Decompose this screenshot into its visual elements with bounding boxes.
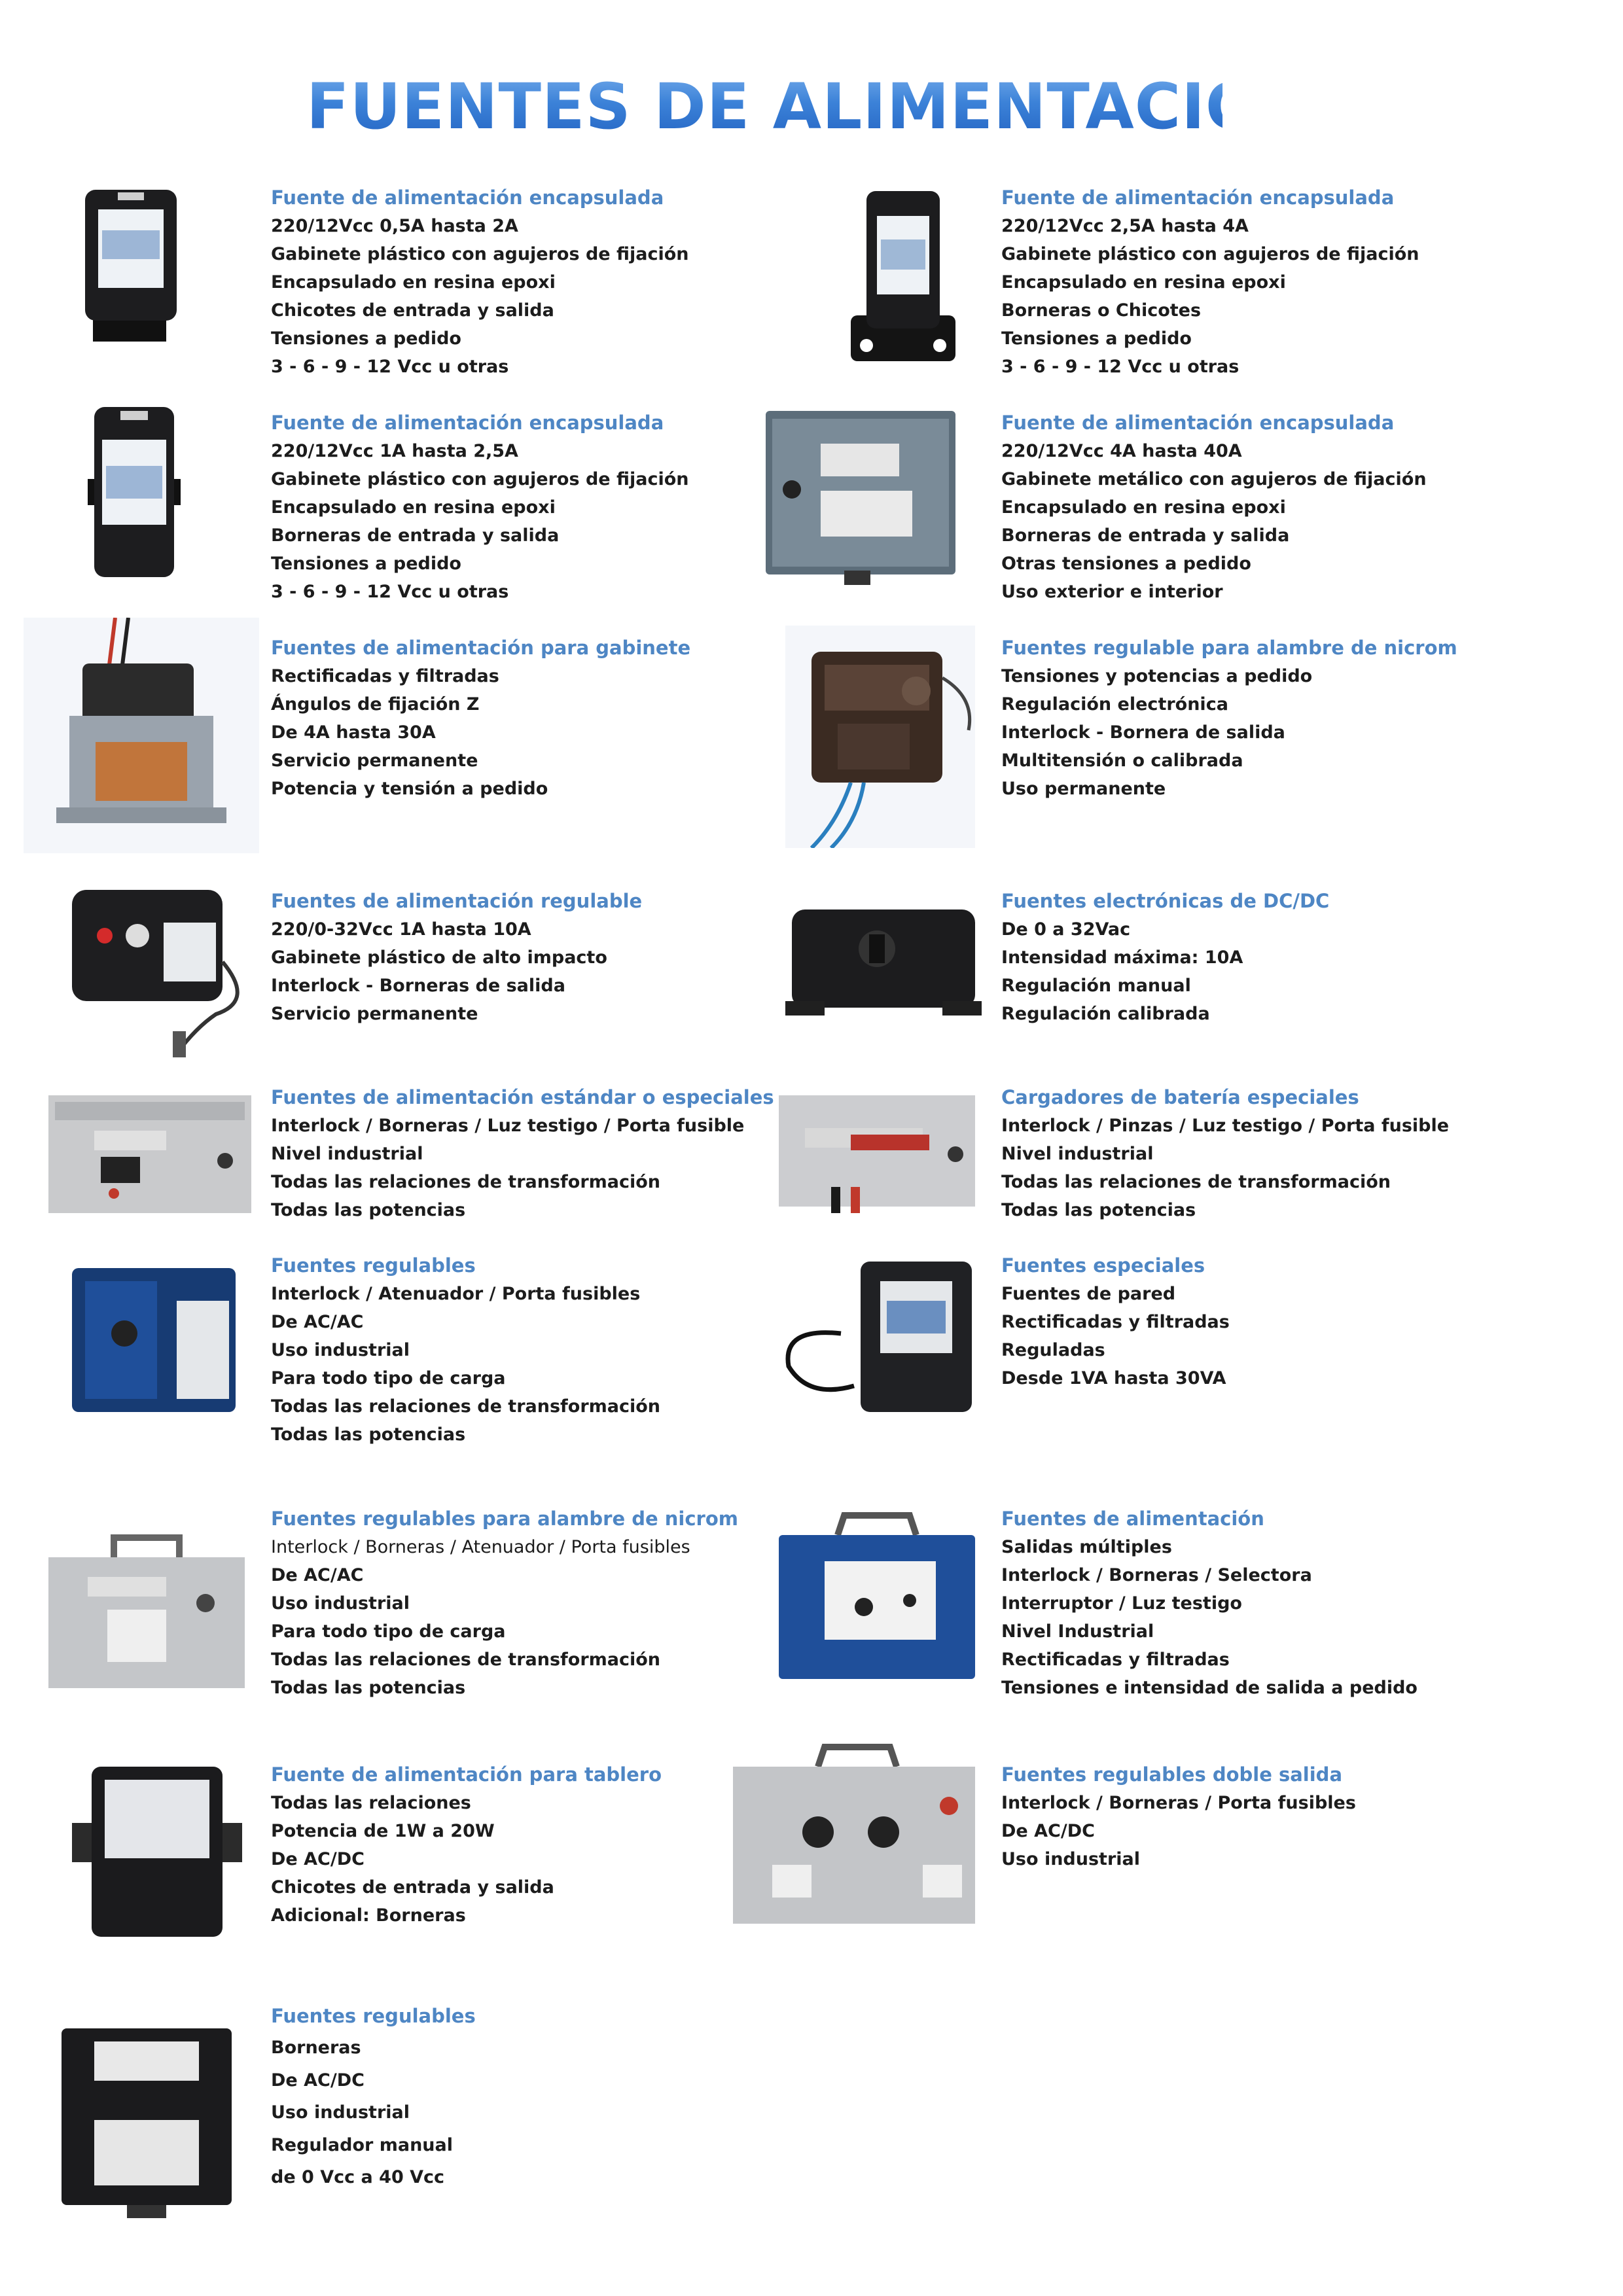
product-title: Fuentes regulables	[271, 1254, 476, 1277]
product-title: Fuentes especiales	[1001, 1254, 1205, 1277]
spec-line: Potencia de 1W a 20W	[271, 1821, 495, 1841]
metal-cabinet-supply-photo	[766, 411, 955, 588]
spec-line: Regulador manual	[271, 2134, 453, 2155]
spec-line: Para todo tipo de carga	[271, 1621, 506, 1642]
spec-line: Servicio permanente	[271, 1004, 478, 1024]
spec-line: Todas las relaciones de transformación	[1001, 1172, 1391, 1192]
spec-line: Interruptor / Luz testigo	[1001, 1593, 1242, 1614]
product-title: Fuentes regulables	[271, 2005, 476, 2027]
spec-line: Gabinete plástico con agujeros de fijación	[1001, 244, 1419, 264]
spec-line: Interlock / Borneras / Porta fusibles	[1001, 1793, 1356, 1813]
spec-line: 220/0-32Vcc 1A hasta 10A	[271, 919, 531, 940]
spec-line: Fuentes de pared	[1001, 1284, 1176, 1304]
spec-line: Encapsulado en resina epoxi	[271, 497, 556, 518]
spec-line: Chicotes de entrada y salida	[271, 300, 554, 321]
spec-line: 3 - 6 - 9 - 12 Vcc u otras	[271, 582, 509, 602]
spec-line: 220/12Vcc 1A hasta 2,5A	[271, 441, 518, 461]
spec-line: Nivel industrial	[1001, 1144, 1154, 1164]
product-specs	[1001, 662, 1312, 803]
spec-line: Gabinete plástico de alto impacto	[271, 947, 607, 968]
product-title: Fuentes de alimentación regulable	[271, 890, 643, 912]
spec-line: Interlock / Borneras / Atenuador / Porta fusibles	[271, 1537, 690, 1557]
product-specs	[1001, 212, 1419, 381]
spec-line: Gabinete metálico con agujeros de fijación	[1001, 469, 1427, 489]
spec-line: Uso industrial	[271, 1340, 410, 1360]
spec-line: Multitensión o calibrada	[1001, 751, 1243, 771]
spec-line: 220/12Vcc 0,5A hasta 2A	[271, 216, 518, 236]
battery-charger-photo	[779, 1089, 975, 1220]
spec-line: De AC/DC	[271, 1849, 365, 1869]
product-specs	[271, 212, 689, 381]
spec-line: Todas las potencias	[271, 1424, 466, 1445]
spec-line: Rectificadas y filtradas	[1001, 1650, 1230, 1670]
spec-line: De 0 a 32Vac	[1001, 919, 1131, 940]
encapsulated-supply-photo	[79, 185, 190, 351]
product-title: Fuente de alimentación encapsulada	[1001, 186, 1395, 209]
product-specs	[1001, 1789, 1356, 1873]
product-specs	[271, 2032, 453, 2194]
encapsulated-supply-mount-photo	[851, 185, 955, 368]
terminal-box-supply-photo	[55, 2015, 238, 2225]
product-specs	[1001, 1280, 1230, 1392]
product-title: Fuente de alimentación encapsulada	[271, 412, 664, 434]
spec-line: Servicio permanente	[271, 751, 478, 771]
spec-line: Regulación electrónica	[1001, 694, 1228, 715]
product-title: Fuentes de alimentación estándar o especiales	[271, 1086, 774, 1108]
product-specs	[271, 1112, 744, 1224]
spec-line: Tensiones a pedido	[1001, 328, 1192, 349]
spec-line: Uso industrial	[271, 2102, 410, 2123]
spec-line: Tensiones e intensidad de salida a pedido	[1001, 1678, 1418, 1698]
spec-line: Tensiones y potencias a pedido	[1001, 666, 1313, 686]
spec-line: Borneras de entrada y salida	[1001, 525, 1290, 546]
spec-line: De AC/AC	[271, 1312, 364, 1332]
multi-output-supply-photo	[779, 1509, 975, 1692]
spec-line: Intensidad máxima: 10A	[1001, 947, 1243, 968]
spec-line: 220/12Vcc 4A hasta 40A	[1001, 441, 1242, 461]
encapsulated-supply-photo	[85, 400, 183, 584]
product-title: Fuentes regulables doble salida	[1001, 1763, 1343, 1786]
spec-line: Chicotes de entrada y salida	[271, 1877, 554, 1898]
spec-line: Encapsulado en resina epoxi	[1001, 272, 1286, 292]
spec-line: Desde 1VA hasta 30VA	[1001, 1368, 1226, 1388]
spec-line: De AC/DC	[271, 2070, 365, 2091]
spec-line: 3 - 6 - 9 - 12 Vcc u otras	[271, 357, 509, 377]
spec-line: Todas las potencias	[271, 1200, 466, 1220]
spec-line: Todas las potencias	[271, 1678, 466, 1698]
nichrome-regulator-photo	[785, 626, 975, 848]
dual-output-supply-photo	[733, 1740, 975, 1930]
spec-line: Todas las relaciones de transformación	[271, 1396, 661, 1417]
spec-line: Uso industrial	[271, 1593, 410, 1614]
spec-line: Rectificadas y filtradas	[1001, 1312, 1230, 1332]
panel-supply-photo	[72, 1760, 242, 1943]
spec-line: Adicional: Borneras	[271, 1905, 466, 1926]
spec-line: Todas las relaciones de transformación	[271, 1172, 661, 1192]
spec-line: Encapsulado en resina epoxi	[271, 272, 556, 292]
standard-cabinet-photo	[48, 1089, 251, 1220]
spec-line: Borneras o Chicotes	[1001, 300, 1202, 321]
adjustable-supply-photo	[65, 883, 255, 1060]
page-title: FUENTES DE ALIMENTACIÓN	[306, 64, 1222, 149]
spec-line: Uso exterior e interior	[1001, 582, 1223, 602]
product-title: Fuentes regulable para alambre de nicrom	[1001, 637, 1457, 659]
spec-line: Reguladas	[1001, 1340, 1105, 1360]
spec-line: Gabinete plástico con agujeros de fijación	[271, 469, 689, 489]
spec-line: Interlock - Bornera de salida	[1001, 722, 1285, 743]
spec-line: Todas las relaciones de transformación	[271, 1650, 661, 1670]
spec-line: De 4A hasta 30A	[271, 722, 436, 743]
spec-line: 3 - 6 - 9 - 12 Vcc u otras	[1001, 357, 1240, 377]
spec-line: Interlock / Pinzas / Luz testigo / Porta fusible	[1001, 1116, 1450, 1136]
open-frame-transformer-photo	[24, 618, 259, 853]
spec-line: Uso permanente	[1001, 779, 1166, 799]
spec-line: Todas las relaciones	[271, 1793, 471, 1813]
product-title: Fuentes de alimentación	[1001, 1508, 1264, 1530]
spec-line: Otras tensiones a pedido	[1001, 554, 1251, 574]
product-specs	[271, 437, 689, 606]
product-specs	[1001, 915, 1243, 1028]
product-specs	[271, 1533, 690, 1702]
product-title: Fuente de alimentación encapsulada	[1001, 412, 1395, 434]
spec-line: Ángulos de fijación Z	[271, 694, 480, 715]
product-title: Cargadores de batería especiales	[1001, 1086, 1359, 1108]
spec-line: Tensiones a pedido	[271, 328, 461, 349]
spec-line: 220/12Vcc 2,5A hasta 4A	[1001, 216, 1249, 236]
product-specs	[271, 1280, 660, 1449]
spec-line: Nivel Industrial	[1001, 1621, 1154, 1642]
product-title: Fuentes de alimentación para gabinete	[271, 637, 691, 659]
product-specs	[1001, 437, 1427, 606]
product-title: Fuente de alimentación encapsulada	[271, 186, 664, 209]
product-title: Fuente de alimentación para tablero	[271, 1763, 662, 1786]
spec-line: Salidas múltiples	[1001, 1537, 1172, 1557]
nichrome-cabinet-photo	[48, 1531, 245, 1695]
spec-line: Interlock - Borneras de salida	[271, 976, 565, 996]
spec-line: De AC/AC	[271, 1565, 364, 1585]
spec-line: Interlock / Borneras / Selectora	[1001, 1565, 1312, 1585]
product-specs	[271, 662, 548, 803]
spec-line: Uso industrial	[1001, 1849, 1140, 1869]
spec-line: Regulación calibrada	[1001, 1004, 1210, 1024]
spec-line: De AC/DC	[1001, 1821, 1095, 1841]
regulable-blue-box-photo	[65, 1255, 255, 1425]
spec-line: Rectificadas y filtradas	[271, 666, 499, 686]
spec-line: Borneras	[271, 2038, 361, 2058]
spec-line: Tensiones a pedido	[271, 554, 461, 574]
spec-line: Interlock / Atenuador / Porta fusibles	[271, 1284, 641, 1304]
product-specs	[1001, 1533, 1418, 1702]
product-specs	[271, 1789, 554, 1930]
dc-dc-converter-photo	[785, 890, 982, 1040]
spec-line: Gabinete plástico con agujeros de fijación	[271, 244, 689, 264]
spec-line: Borneras de entrada y salida	[271, 525, 560, 546]
wall-adapter-photo	[782, 1255, 978, 1419]
product-specs	[271, 915, 607, 1028]
spec-line: Para todo tipo de carga	[271, 1368, 506, 1388]
product-title: Fuentes regulables para alambre de nicrom	[271, 1508, 738, 1530]
spec-line: de 0 Vcc a 40 Vcc	[271, 2167, 445, 2187]
spec-line: Encapsulado en resina epoxi	[1001, 497, 1286, 518]
product-specs	[1001, 1112, 1449, 1224]
spec-line: Todas las potencias	[1001, 1200, 1196, 1220]
spec-line: Nivel industrial	[271, 1144, 423, 1164]
product-title: Fuentes electrónicas de DC/DC	[1001, 890, 1330, 912]
spec-line: Interlock / Borneras / Luz testigo / Porta fusible	[271, 1116, 745, 1136]
spec-line: Potencia y tensión a pedido	[271, 779, 548, 799]
spec-line: Regulación manual	[1001, 976, 1191, 996]
